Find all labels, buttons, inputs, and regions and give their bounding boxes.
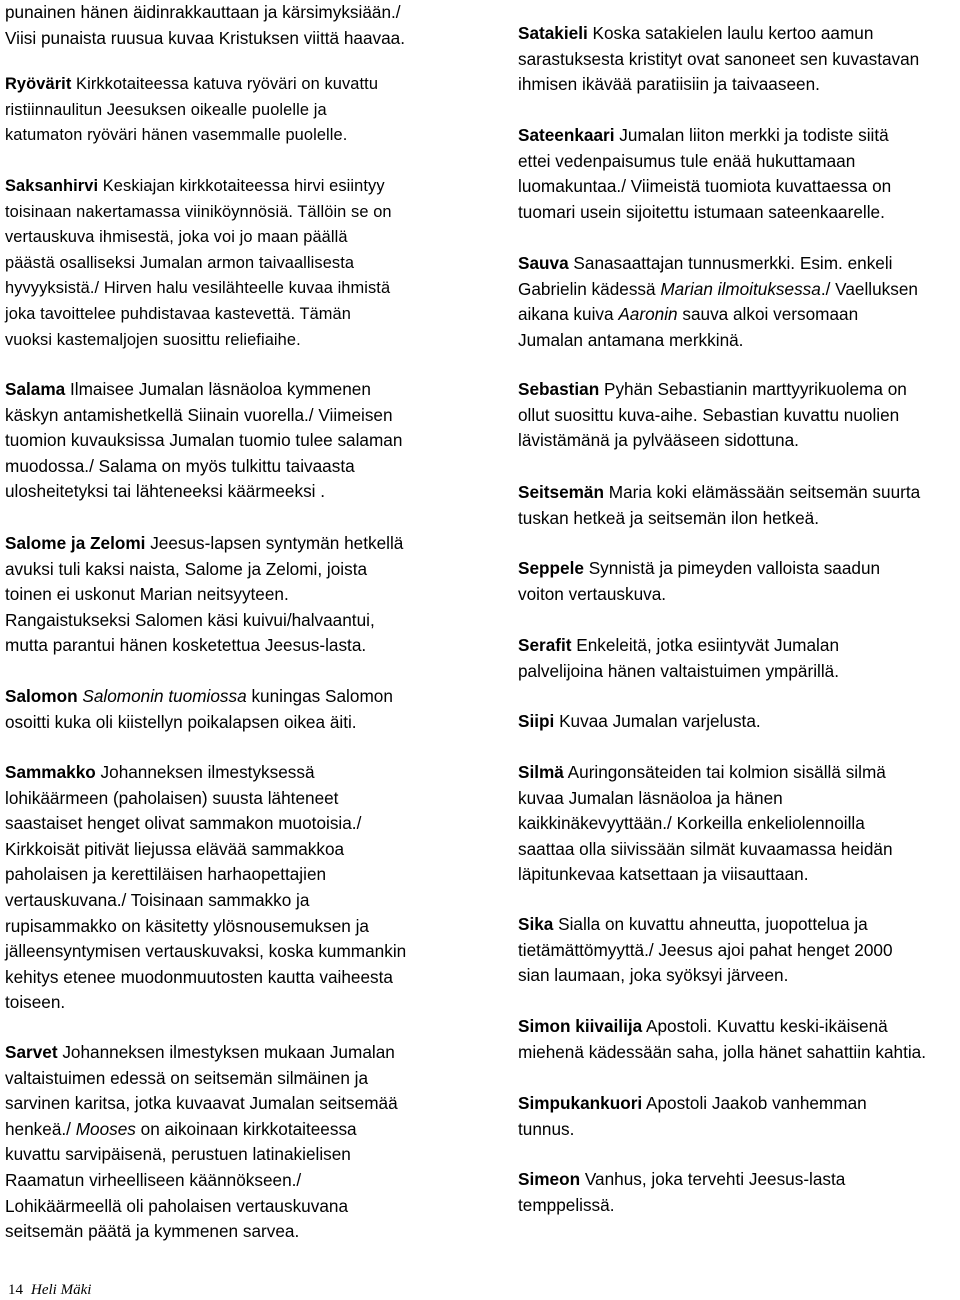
- entry-siipi: [518, 709, 960, 735]
- entry-intro: [5, 0, 475, 51]
- entry-term: Simon kiivailija: [518, 1016, 643, 1036]
- entry-text: Jumalan liiton merkki ja todiste siitä ettei vedenpaisumus tule enää hukuttamaan luomakuntaa./ Viimeistä tuomiota kuvattaessa on tuomari usein sijoitettu istumaan sateenkaarelle.: [518, 125, 892, 222]
- entry-salomon: [5, 684, 475, 735]
- entry-term: Ryövärit: [5, 75, 72, 93]
- entry-italic: Aaronin: [618, 304, 678, 325]
- entry-text: Apostoli Jaakob vanhemman tunnus.: [518, 1093, 867, 1139]
- entry-term: Salama: [5, 379, 66, 399]
- entry-text: Maria koki elämässään seitsemän suurta tuskan hetkeä ja seitsemän ilon hetkeä.: [518, 482, 921, 528]
- entry-simeon: [518, 1167, 960, 1218]
- entry-seitseman: [518, 480, 960, 531]
- entry-salome: [5, 531, 475, 659]
- entry-text: Sialla on kuvattu ahneutta, juopottelua ja tietämättömyyttä./ Jeesus ajoi pahat henget 2000 sian laumaan, joka syöksyi järveen.: [518, 914, 893, 986]
- entry-term: Satakieli: [518, 23, 588, 43]
- entry-silma: [518, 760, 960, 888]
- entry-text: Koska satakielen laulu kertoo aamun sarastuksesta kristityt ovat sanoneet sen kuvastavan ihmisen ikävää paratiisiin ja taivaaseen.: [518, 23, 920, 95]
- entry-italic: Salomonin tuomiossa: [82, 686, 247, 706]
- entry-text: kuningas Salomon osoitti kuka oli kiistellyn poikalapsen oikea äiti.: [5, 686, 393, 732]
- entry-text: Ilmaisee Jumalan läsnäoloa kymmenen käskyn antamishetkellä Siinain vuorella./ Viimeisen tuomion kuvauksissa Jumalan tuomio tulee salaman muodossa./ Salama on myös tulkittu taivaasta ulosheitetyksi tai lähteneeksi käärmeeksi .: [5, 379, 403, 502]
- entry-term: Saksanhirvi: [5, 177, 99, 195]
- entry-salama: [5, 377, 475, 505]
- entry-text: Apostoli. Kuvattu keski-ikäisenä miehenä kädessään saha, jolla hänet sahattiin kahtia.: [518, 1016, 927, 1062]
- entry-sika: [518, 912, 960, 989]
- entry-text: Vanhus, joka tervehti Jeesus-lasta temppelissä.: [518, 1169, 846, 1215]
- entry-term: Sarvet: [5, 1042, 58, 1062]
- entry-term: Siipi: [518, 711, 555, 731]
- page-footer: [8, 1280, 91, 1300]
- entry-seppele: [518, 556, 960, 607]
- entry-text: Kuvaa Jumalan varjelusta.: [554, 711, 761, 731]
- entry-term: Sauva: [518, 253, 569, 273]
- entry-ryovarit: [5, 72, 475, 149]
- entry-text: Pyhän Sebastianin marttyyrikuolema on ollut suosittu kuva-aihe. Sebastian kuvattu nuolien lävistämänä ja pylvääseen sidottuna.: [518, 379, 907, 451]
- entry-term: Sateenkaari: [518, 125, 615, 145]
- entry-text: Keskiajan kirkkotaiteessa hirvi esiintyy toisinaan nakertamassa viiniköynnösiä. Tällöin se on vertauskuva ihmisestä, joka voi jo maan päällä päästä osalliseksi Jumalan armon taivaallisesta hyvyyksistä./ Hirven halu vesilähteelle kuvaa ihmistä joka tavoittelee puhdistavaa kastevettä. Tämän vuoksi kastemaljojen suosittu reliefiaihe.: [5, 177, 392, 349]
- entry-term: Silmä: [518, 762, 564, 782]
- entry-text: sauva alkoi versomaan Jumalan antamana merkkinä.: [518, 304, 859, 350]
- entry-satakieli: [518, 21, 960, 98]
- entry-term: Seitsemän: [518, 482, 604, 502]
- entry-text: Jeesus-lapsen syntymän hetkellä avuksi tuli kaksi naista, Salome ja Zelomi, joista toinen ei uskonut Marian neitsyyteen. Rangaistukseksi Salomen käsi kuivui/halvaantui, mutta parantui hänen kosketettua Jeesus-lasta.: [5, 533, 404, 656]
- author-name: Heli Mäki: [31, 1282, 92, 1298]
- entry-term: Sammakko: [5, 762, 96, 782]
- entry-serafit: [518, 633, 960, 684]
- entry-term: Serafit: [518, 635, 572, 655]
- entry-italic: Marian ilmoituksessa: [660, 278, 821, 299]
- entry-italic: Mooses: [75, 1118, 136, 1139]
- entry-text: Synnistä ja pimeyden valloista saadun voiton vertauskuva.: [518, 558, 881, 604]
- entry-term: Simeon: [518, 1169, 581, 1189]
- entry-text: Sanasaattajan tunnusmerkki. Esim. enkeli Gabrielin kädessä: [518, 253, 893, 299]
- entry-simpukankuori: [518, 1091, 960, 1142]
- entry-term: Salome ja Zelomi: [5, 533, 146, 553]
- entry-text: on aikoinaan kirkkotaiteessa kuvattu sarvipäisenä, perustuen latinakielisen Raamatun virheelliseen käännökseen./ Lohikäärmeellä oli paholaisen vertauskuvana seitsemän päätä ja kymmenen sarvea.: [5, 1118, 357, 1242]
- entry-text: Kirkkotaiteessa katuva ryöväri on kuvattu ristiinnaulitun Jeesuksen oikealle puolelle ja katumaton ryöväri hänen vasemmalle puolelle.: [5, 75, 379, 145]
- entry-sateenkaari: [518, 123, 960, 225]
- entry-term: Simpukankuori: [518, 1093, 643, 1113]
- entry-sauva: [518, 251, 960, 353]
- entry-text: punainen hänen äidinrakkauttaan ja kärsimyksiään./ Viisi punaista ruusua kuvaa Kristuksen viittä haavaa.: [5, 2, 405, 48]
- entry-term: Salomon: [5, 686, 78, 706]
- entry-text: Enkeleitä, jotka esiintyvät Jumalan palvelijoina hänen valtaistuimen ympärillä.: [518, 635, 840, 681]
- entry-saksanhirvi: [5, 174, 475, 353]
- entry-simon: [518, 1014, 960, 1065]
- entry-text: Auringonsäteiden tai kolmion sisällä silmä kuvaa Jumalan läsnäoloa ja hänen kaikkinäkevyyttään./ Korkeilla enkeliolennoilla saattaa olla siivissään silmät kuvaamassa heidän läpitunkevaa katsettaan ja viisauttaan.: [518, 762, 893, 885]
- entry-sebastian: [518, 377, 960, 454]
- entry-text: Johanneksen ilmestyksen mukaan Jumalan valtaistuimen edessä on seitsemän silmäinen ja sarvinen karitsa, jotka kuvaavat Jumalan seitsemää henkeä./: [5, 1042, 398, 1139]
- entry-term: Seppele: [518, 558, 584, 578]
- page-number: 14: [8, 1282, 23, 1298]
- entry-sammakko: [5, 760, 475, 1016]
- entry-term: Sika: [518, 914, 554, 934]
- entry-text: ./ Vaelluksen aikana kuiva: [518, 278, 918, 325]
- entry-term: Sebastian: [518, 379, 600, 399]
- entry-text: Johanneksen ilmestyksessä lohikäärmeen (paholaisen) suusta lähteneet saastaiset henget olivat sammakon muotoisia./ Kirkkoisät pitivät liejussa elävää sammakkoa paholaisen ja kerettiläisen harhaopettajien vertauskuvana./ Toisinaan sammakko ja rupisammakko on käsitetty ylösnousemuksen ja jälleensyntymisen vertauskuvaksi, koska kummankin kehitys etenee muodonmuutosten kautta vaiheesta toiseen.: [5, 762, 407, 1013]
- entry-sarvet: [5, 1040, 475, 1245]
